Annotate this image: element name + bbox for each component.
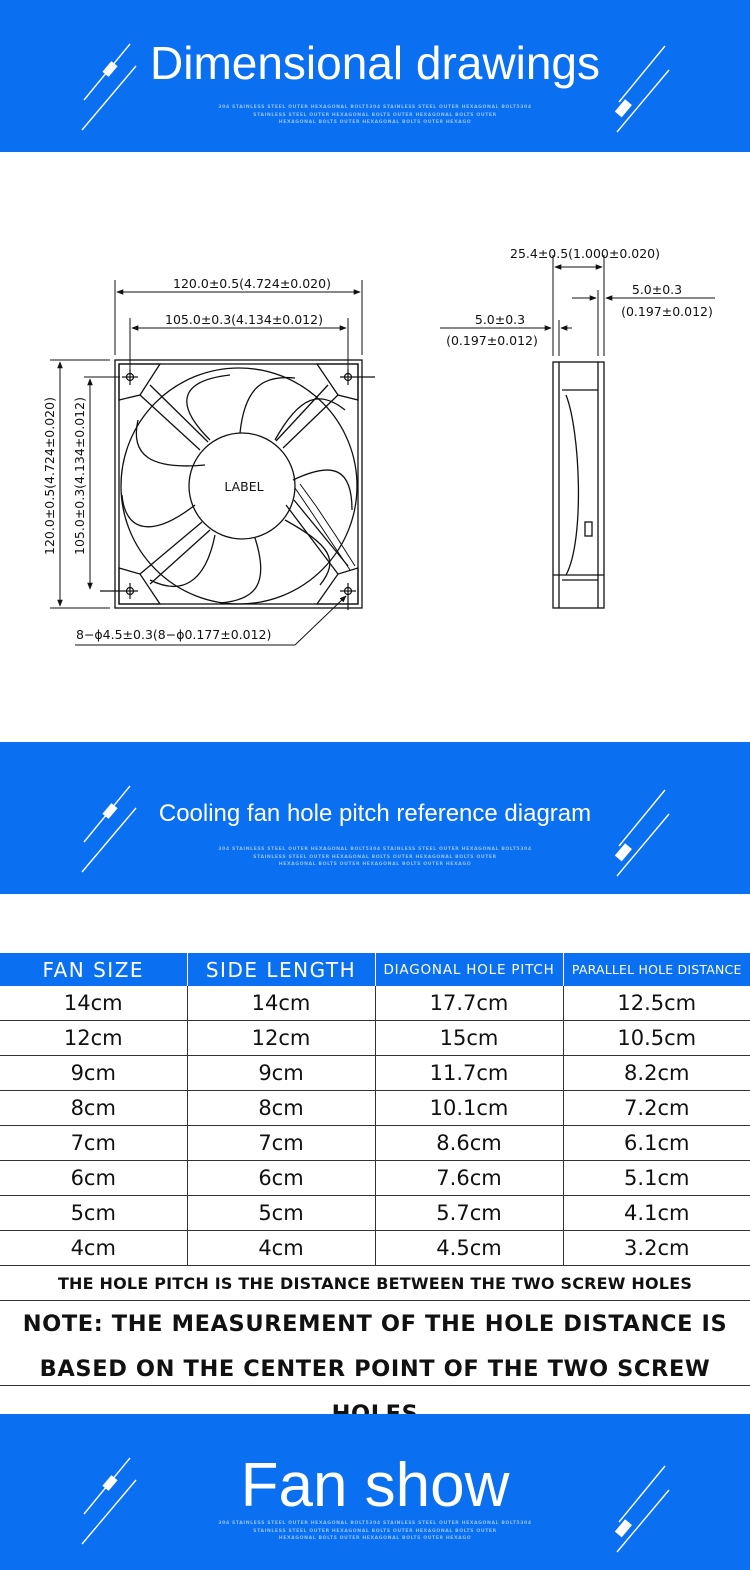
- table-cell: 15cm: [375, 1021, 563, 1056]
- dim-height-outer: 120.0±0.5(4.724±0.020): [42, 397, 57, 555]
- table-cell: 5.1cm: [563, 1161, 750, 1196]
- fan-label: LABEL: [224, 479, 264, 494]
- measurement-note: [0, 1300, 750, 1386]
- dim-thickness: 25.4±0.5(1.000±0.020): [510, 246, 660, 261]
- table-cell: 4.5cm: [375, 1231, 563, 1266]
- table-cell: 4.1cm: [563, 1196, 750, 1231]
- table-row: [0, 1091, 750, 1126]
- fan-dimension-drawing: [0, 200, 750, 720]
- table-cell: 4cm: [187, 1231, 375, 1266]
- table-cell: 6.1cm: [563, 1126, 750, 1161]
- header-parallel-hole-distance: PARALLEL HOLE DISTANCE: [563, 953, 750, 986]
- header-fan-size: FAN SIZE: [0, 953, 187, 986]
- table-cell: 12cm: [0, 1021, 187, 1056]
- table-cell: 10.5cm: [563, 1021, 750, 1056]
- table-row: [0, 1056, 750, 1091]
- table-cell: 9cm: [0, 1056, 187, 1091]
- table-row: [0, 986, 750, 1021]
- dim-height-hole: 105.0±0.3(4.134±0.012): [72, 397, 87, 555]
- table-cell: 10.1cm: [375, 1091, 563, 1126]
- table-cell: 7.6cm: [375, 1161, 563, 1196]
- measurement-note-line1: NOTE: THE MEASUREMENT OF THE HOLE DISTANCE IS: [22, 1311, 728, 1337]
- table-cell: 7cm: [0, 1126, 187, 1161]
- table-row: [0, 1126, 750, 1161]
- hole-pitch-note: THE HOLE PITCH IS THE DISTANCE BETWEEN THE TWO SCREW HOLES: [0, 1268, 750, 1301]
- banner-tagline: 304 STAINLESS STEEL OUTER HEXAGONAL BOLT5304 STAINLESS STEEL OUTER HEXAGONAL BOLT5304 STAINLESS STEEL OUTER HEXAGONAL BOLTS OUTER HEXAGONAL BOLTS OUTER HEXAGONAL BOLTS OUTER HEXAGONAL BOLTS OUTER HEXAGO: [218, 847, 532, 867]
- table-cell: 9cm: [187, 1056, 375, 1091]
- table-cell: 5cm: [187, 1196, 375, 1231]
- table-cell: 5cm: [0, 1196, 187, 1231]
- table-cell: 6cm: [0, 1161, 187, 1196]
- table-row: [0, 1021, 750, 1056]
- dim-width-outer: 120.0±0.5(4.724±0.020): [173, 276, 331, 291]
- banner-tagline: 304 STAINLESS STEEL OUTER HEXAGONAL BOLT5304 STAINLESS STEEL OUTER HEXAGONAL BOLT5304 STAINLESS STEEL OUTER HEXAGONAL BOLTS OUTER HEXAGONAL BOLTS OUTER HEXAGONAL BOLTS OUTER HEXAGONAL BOLTS OUTER HEXAGO: [218, 1521, 532, 1541]
- table-cell: 8cm: [0, 1091, 187, 1126]
- dim-flange-left-inch: (0.197±0.012): [446, 333, 538, 348]
- table-header-row: [0, 953, 750, 986]
- table-cell: 7.2cm: [563, 1091, 750, 1126]
- table-cell: 7cm: [187, 1126, 375, 1161]
- table-cell: 5.7cm: [375, 1196, 563, 1231]
- table-cell: 11.7cm: [375, 1056, 563, 1091]
- hole-pitch-table: [0, 953, 750, 1266]
- table-cell: 6cm: [187, 1161, 375, 1196]
- dim-flange-left: 5.0±0.3: [474, 312, 526, 327]
- table-cell: 8.2cm: [563, 1056, 750, 1091]
- dimensional-drawings-banner: [0, 0, 750, 152]
- header-diagonal-hole-pitch: DIAGONAL HOLE PITCH: [375, 953, 563, 986]
- table-cell: 4cm: [0, 1231, 187, 1266]
- fan-side-view: [553, 362, 604, 608]
- dim-holes: 8−ϕ4.5±0.3(8−ϕ0.177±0.012): [76, 627, 272, 642]
- table-cell: 12.5cm: [563, 986, 750, 1021]
- dim-flange-right-inch: (0.197±0.012): [621, 304, 713, 319]
- section-title: Cooling fan hole pitch reference diagram: [158, 800, 592, 827]
- table-cell: 8cm: [187, 1091, 375, 1126]
- table-row: [0, 1196, 750, 1231]
- measurement-note-line2: BASED ON THE CENTER POINT OF THE TWO SCREW: [39, 1356, 711, 1382]
- section-title: Fan show: [240, 1451, 510, 1520]
- section-title: Dimensional drawings: [150, 37, 600, 89]
- header-side-length: SIDE LENGTH: [187, 953, 375, 986]
- table-cell: 8.6cm: [375, 1126, 563, 1161]
- table-row: [0, 1231, 750, 1266]
- table-cell: 12cm: [187, 1021, 375, 1056]
- table-row: [0, 1161, 750, 1196]
- dim-flange-right: 5.0±0.3: [631, 282, 683, 297]
- fan-show-banner: [0, 1414, 750, 1570]
- dim-width-hole: 105.0±0.3(4.134±0.012): [165, 312, 323, 327]
- table-cell: 14cm: [0, 986, 187, 1021]
- banner-tagline: 304 STAINLESS STEEL OUTER HEXAGONAL BOLT5304 STAINLESS STEEL OUTER HEXAGONAL BOLT5304 STAINLESS STEEL OUTER HEXAGONAL BOLTS OUTER HEXAGONAL BOLTS OUTER HEXAGONAL BOLTS OUTER HEXAGONAL BOLTS OUTER HEXAGO: [218, 105, 532, 125]
- table-cell: 3.2cm: [563, 1231, 750, 1266]
- table-cell: 17.7cm: [375, 986, 563, 1021]
- table-cell: 14cm: [187, 986, 375, 1021]
